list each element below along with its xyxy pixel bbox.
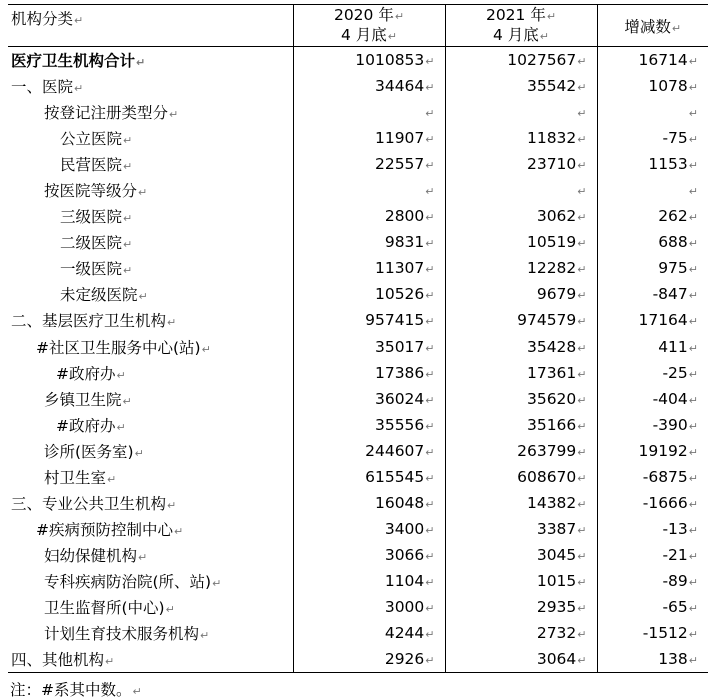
cell-2021: 1015↵ [445,568,597,594]
row-category: 三级医院↵ [60,208,133,227]
row-category: 公立医院↵ [60,130,133,149]
cell-2021-text: 11832 [526,129,577,148]
table-row [8,307,708,333]
cell-2021-text: 3062 [536,207,577,226]
row-category-text: #政府办 [56,416,116,435]
row-category-text: 诊所(医务室) [44,442,134,461]
cell-2020: 3066↵ [293,542,445,568]
cell-2021-text: 23710 [526,155,577,174]
cell-change-text: -13 [662,519,688,538]
cell-2020: 1104↵ [293,568,445,594]
row-category: 二级医院↵ [60,234,133,253]
cell-2020: ↵ [293,99,445,125]
row-category: 计划生育技术服务机构↵ [44,625,210,644]
cell-change-text: -1512 [642,624,688,643]
cell-2021: ↵ [445,177,597,203]
table-row [8,99,708,125]
cell-change-text: -404 [652,389,688,408]
cell-2021: ↵ [445,99,597,125]
header-change: 增减数↵ [597,5,708,47]
cell-2021: 263799↵ [445,438,597,464]
row-category: #政府办↵ [56,364,126,383]
table-row [8,412,708,438]
cell-change-text: 1078 [648,77,688,96]
row-category-text: 按登记注册类型分 [44,104,169,123]
row-category-text: 乡镇卫生院 [44,390,122,409]
cell-2021: 3387↵ [445,516,597,542]
table-row [8,203,708,229]
cell-change-text: 16714 [638,51,688,70]
row-category-text: 妇幼保健机构 [44,546,138,565]
header-2021: 2021 年↵ 4 月底↵ [445,5,597,47]
cell-change-text: 411 [658,337,688,356]
row-category: 卫生监督所(中心)↵ [44,599,175,617]
cell-change: -75↵ [597,125,708,151]
cell-change: 262↵ [597,203,708,229]
cell-change-text: 1153 [648,155,688,174]
cell-2021-text: 35428 [526,337,577,356]
cell-2020-text: 11907 [374,129,425,148]
row-category: #疾病预防控制中心↵ [36,520,184,539]
row-category: 按医院等级分↵ [44,182,148,201]
table-row [8,542,708,568]
table-header-row [8,5,708,47]
table-row [8,151,708,177]
cell-change-text: 688 [658,233,688,252]
cell-change: -13↵ [597,516,708,542]
cell-2021-text: 263799 [517,441,577,460]
cell-2020: 9831↵ [293,229,445,255]
cell-2020-text: 34464 [374,77,425,96]
cell-change-text: -89 [662,571,688,590]
cell-change-text: -65 [662,598,688,616]
row-category-text: 二、基层医疗卫生机构 [11,312,167,331]
cell-2021: 2732↵ [445,620,597,646]
table-row [8,438,708,464]
cell-2020-text: 17386 [374,363,425,382]
cell-2020-text: 22557 [374,155,425,174]
row-category: 二、基层医疗卫生机构↵ [11,312,177,331]
cell-change: -390↵ [597,412,708,438]
cell-change: 19192↵ [597,438,708,464]
cell-2021-text: 35166 [526,415,577,434]
cell-2021: 14382↵ [445,490,597,516]
row-category-text: 未定级医院 [60,286,138,305]
row-category-text: 四、其他机构 [11,651,105,670]
cell-change: 975↵ [597,255,708,281]
cell-2021: 12282↵ [445,255,597,281]
cell-change: -404↵ [597,386,708,412]
cell-2020: 10526↵ [293,281,445,307]
row-category-text: 三、专业公共卫生机构 [11,494,167,513]
cell-2021-text: 12282 [526,259,577,278]
row-category-text: 村卫生室 [44,468,107,487]
table-row [8,334,708,360]
table-row [8,516,708,542]
cell-2020: ↵ [293,177,445,203]
row-category: 诊所(医务室)↵ [44,442,144,461]
cell-2020-text: 35556 [374,415,425,434]
cell-change: -89↵ [597,568,708,594]
cell-2021: 3062↵ [445,203,597,229]
cell-2020-text: 1104 [384,571,425,590]
cell-2020: 2926↵ [293,646,445,673]
cell-2020-text: 3000 [384,598,425,616]
row-category: 一级医院↵ [60,260,133,279]
cell-change: ↵ [597,99,708,125]
cell-2021: 974579↵ [445,307,597,333]
cell-2021-text: 974579 [517,311,577,330]
header-category: 机构分类↵ [8,5,293,47]
row-category-text: #社区卫生服务中心(站) [36,338,201,357]
table-row [8,125,708,151]
cell-2020-text: 1010853 [355,51,425,70]
cell-2021: 35166↵ [445,412,597,438]
cell-change-text: -390 [652,415,688,434]
cell-2020: 957415↵ [293,307,445,333]
table-row [8,490,708,516]
cell-2020-text: 2800 [384,207,425,226]
cell-2020-text: 3066 [384,545,425,564]
cell-2021-text: 2732 [536,624,577,643]
cell-2021-text: 17361 [526,363,577,382]
cell-2021: 2935↵ [445,594,597,620]
cell-2020-text: 2926 [384,650,425,669]
header-2020: 2020 年↵ 4 月底↵ [293,5,445,47]
cell-change-text: -75 [662,129,688,148]
cell-change-text: -25 [662,363,688,382]
cell-change: -65↵ [597,594,708,620]
row-category-text: 按医院等级分 [44,182,138,201]
cell-change: -1512↵ [597,620,708,646]
table-row [8,47,708,74]
cell-2021-text: 35542 [526,77,577,96]
row-category: 按登记注册类型分↵ [44,104,179,123]
row-category: 民营医院↵ [60,156,133,175]
cell-2021: 17361↵ [445,360,597,386]
cell-2020-text: 4244 [384,624,425,643]
table-row [8,464,708,490]
row-category-text: 民营医院 [60,156,123,175]
table-row [8,177,708,203]
table-row [8,255,708,281]
row-category-text: 卫生监督所(中心) [44,599,165,617]
cell-2020-text: 16048 [374,493,425,512]
cell-2021-text: 1027567 [507,51,577,70]
row-category-text: 医疗卫生机构合计 [11,52,136,71]
row-category-text: 专科疾病防治院(所、站) [44,572,212,591]
cell-2020: 22557↵ [293,151,445,177]
cell-change-text: -6875 [642,467,688,486]
cell-2020: 35556↵ [293,412,445,438]
table-row [8,229,708,255]
row-category: 医疗卫生机构合计↵ [11,52,146,71]
table-row [8,568,708,594]
cell-2020-text: 35017 [374,337,425,356]
cell-change: -25↵ [597,360,708,386]
row-category: 一、医院↵ [11,78,84,97]
cell-2020: 11907↵ [293,125,445,151]
cell-2020-text: 3400 [384,519,425,538]
row-category-text: 公立医院 [60,130,123,149]
cell-2020: 4244↵ [293,620,445,646]
cell-2021: 3064↵ [445,646,597,673]
cell-2021-text: 608670 [517,467,577,486]
cell-2020: 615545↵ [293,464,445,490]
row-category-text: #疾病预防控制中心 [36,520,173,539]
cell-2020-text: 615545 [365,467,425,486]
cell-2020-text: 11307 [374,259,425,278]
cell-2020: 1010853↵ [293,47,445,74]
cell-2021-text: 2935 [536,598,577,616]
cell-2020-text: 36024 [374,389,425,408]
cell-change: 17164↵ [597,307,708,333]
cell-2020-text: 244607 [365,441,425,460]
row-category: 未定级医院↵ [60,286,148,305]
row-category-text: 计划生育技术服务机构 [44,625,200,644]
cell-2020: 3000↵ [293,594,445,620]
row-category: 乡镇卫生院↵ [44,390,132,409]
cell-change-text: 262 [658,207,688,226]
row-category: #政府办↵ [56,416,126,435]
cell-2021: 3045↵ [445,542,597,568]
cell-change: 688↵ [597,229,708,255]
cell-change: -1666↵ [597,490,708,516]
table-row [8,386,708,412]
cell-change-text: 19192 [638,441,688,460]
row-category-text: #政府办 [56,364,116,383]
cell-2021: 1027567↵ [445,47,597,74]
row-category-text: 二级医院 [60,234,123,253]
cell-2021-text: 35620 [526,389,577,408]
cell-2021-text: 3387 [536,519,577,538]
cell-change: 1078↵ [597,73,708,99]
row-category-text: 一、医院 [11,78,74,97]
footnote: 注：#系其中数。↵ [10,681,142,699]
cell-change-text: 17164 [638,311,688,330]
cell-2020: 36024↵ [293,386,445,412]
row-category: 村卫生室↵ [44,468,117,487]
row-category: 专科疾病防治院(所、站)↵ [44,572,222,591]
cell-change: ↵ [597,177,708,203]
row-category: 三、专业公共卫生机构↵ [11,494,177,513]
cell-2021: 9679↵ [445,281,597,307]
row-category: 四、其他机构↵ [8,646,293,673]
cell-2020-text: 9831 [384,233,425,252]
cell-change: 16714↵ [597,47,708,74]
table-row [8,620,708,646]
cell-2021-text: 14382 [526,493,577,512]
cell-change-text: 138 [658,650,688,669]
cell-2020: 35017↵ [293,334,445,360]
cell-2020: 244607↵ [293,438,445,464]
table-row [8,594,708,620]
cell-change-text: -847 [652,285,688,304]
cell-2021: 35620↵ [445,386,597,412]
cell-2020: 34464↵ [293,73,445,99]
cell-2021-text: 10519 [526,233,577,252]
cell-2021: 23710↵ [445,151,597,177]
cell-2020: 2800↵ [293,203,445,229]
cell-2021-text: 3064 [536,650,577,669]
cell-change: 411↵ [597,334,708,360]
row-category: #社区卫生服务中心(站)↵ [36,338,211,357]
cell-2021-text: 9679 [536,285,577,304]
row-category-text: 一级医院 [60,260,123,279]
cell-2020-text: 957415 [365,311,425,330]
cell-2021: 10519↵ [445,229,597,255]
cell-2020: 16048↵ [293,490,445,516]
row-category: 妇幼保健机构↵ [44,546,148,565]
cell-change-text: 975 [658,259,688,278]
row-category-text: 三级医院 [60,208,123,227]
table-row [8,360,708,386]
health-institutions-table [8,4,708,673]
cell-change-text: -1666 [642,493,688,512]
cell-2021: 35428↵ [445,334,597,360]
table-row [8,281,708,307]
table-row [8,73,708,99]
cell-2020: 11307↵ [293,255,445,281]
cell-2020: 17386↵ [293,360,445,386]
cell-2021: 35542↵ [445,73,597,99]
cell-change: -6875↵ [597,464,708,490]
cell-2021: 11832↵ [445,125,597,151]
cell-2021-text: 1015 [536,571,577,590]
cell-change: 1153↵ [597,151,708,177]
cell-change: -21↵ [597,542,708,568]
cell-2020: 3400↵ [293,516,445,542]
table-row [8,646,708,673]
cell-2021-text: 3045 [536,545,577,564]
cell-2020-text: 10526 [374,285,425,304]
cell-change: -847↵ [597,281,708,307]
cell-2021: 608670↵ [445,464,597,490]
cell-change-text: -21 [662,545,688,564]
cell-change: 138↵ [597,646,708,673]
